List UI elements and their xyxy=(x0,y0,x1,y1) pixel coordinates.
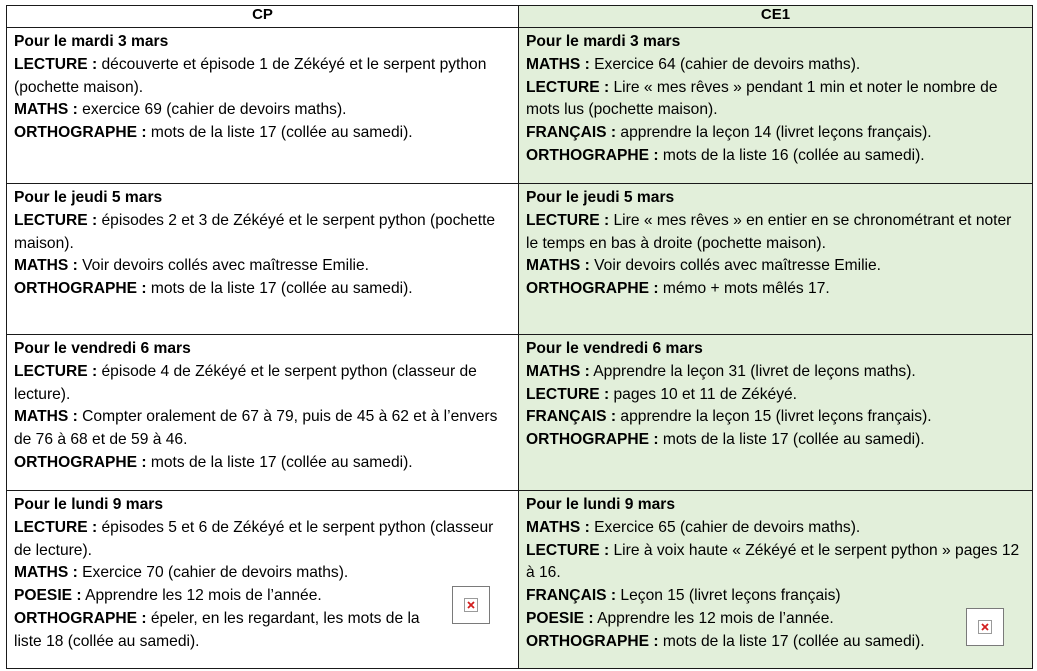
homework-text: mots de la liste 17 (collée au samedi). xyxy=(146,453,413,471)
subject-label: ORTHOGRAPHE : xyxy=(526,431,659,449)
homework-line xyxy=(526,54,1025,77)
homework-line xyxy=(14,99,511,122)
homework-line xyxy=(526,406,1025,429)
subject-label: LECTURE : xyxy=(14,211,98,229)
subject-label: ORTHOGRAPHE : xyxy=(14,280,147,298)
homework-line xyxy=(526,255,1025,278)
homework-text: mémo + mots mêlés 17. xyxy=(658,280,830,298)
homework-text: Exercice 64 (cahier de devoirs maths). xyxy=(589,55,861,73)
homework-line xyxy=(526,585,1025,608)
homework-line xyxy=(14,54,511,100)
subject-label: LECTURE : xyxy=(526,211,610,229)
day-heading: Pour le jeudi 5 mars xyxy=(526,189,675,206)
header-ce1: CE1 xyxy=(519,6,1033,28)
homework-line xyxy=(14,361,511,407)
header-cp: CP xyxy=(7,6,519,28)
homework-text: Apprendre les 12 mois de l’année. xyxy=(81,587,322,605)
homework-text: apprendre la leçon 14 (livret leçons français). xyxy=(616,124,932,142)
cp-cell xyxy=(7,491,519,669)
homework-line xyxy=(526,122,1025,145)
homework-text: Voir devoirs collés avec maîtresse Emilie. xyxy=(77,257,369,275)
homework-line xyxy=(526,145,1025,168)
homework-line xyxy=(14,517,511,563)
subject-label: ORTHOGRAPHE : xyxy=(14,609,147,627)
homework-line xyxy=(14,255,511,278)
homework-line xyxy=(14,452,511,475)
cp-cell xyxy=(7,335,519,491)
header-row xyxy=(7,6,1033,28)
subject-label: LECTURE : xyxy=(526,541,610,559)
subject-label: MATHS : xyxy=(526,518,590,536)
homework-text: Compter oralement de 67 à 79, puis de 45 à 62 et à l’envers de 76 à 68 et de 59 à 46. xyxy=(14,408,498,449)
homework-text: épisodes 2 et 3 de Zékéyé et le serpent python (pochette maison). xyxy=(14,211,496,252)
homework-text: mots de la liste 17 (collée au samedi). xyxy=(658,431,925,449)
homework-line xyxy=(526,210,1025,256)
homework-text: épisodes 5 et 6 de Zékéyé et le serpent python (classeur de lecture). xyxy=(14,518,494,559)
ce1-cell xyxy=(519,184,1033,335)
subject-label: MATHS : xyxy=(14,257,78,275)
table-row xyxy=(7,28,1033,184)
homework-text: Lire à voix haute « Zékéyé et le serpent python » pages 12 à 16. xyxy=(526,541,1020,582)
subject-label: FRANÇAIS : xyxy=(526,124,617,142)
homework-line xyxy=(14,210,511,256)
ce1-cell xyxy=(519,28,1033,184)
homework-text: Voir devoirs collés avec maîtresse Emilie. xyxy=(589,257,881,275)
homework-text: Exercice 65 (cahier de devoirs maths). xyxy=(589,518,861,536)
homework-text: pages 10 et 11 de Zékéyé. xyxy=(609,385,798,403)
homework-line xyxy=(526,278,1025,301)
subject-label: ORTHOGRAPHE : xyxy=(14,124,147,142)
table-row xyxy=(7,184,1033,335)
subject-label: LECTURE : xyxy=(14,55,98,73)
subject-label: LECTURE : xyxy=(14,362,98,380)
day-heading: Pour le lundi 9 mars xyxy=(14,496,164,513)
homework-text: apprendre la leçon 15 (livret leçons français). xyxy=(616,408,932,426)
red-x-mark xyxy=(468,602,474,608)
homework-text: Lire « mes rêves » en entier en se chronométrant et noter le temps en bas à droite (pochette maison). xyxy=(526,211,1012,252)
homework-text: épisode 4 de Zékéyé et le serpent python (classeur de lecture). xyxy=(14,362,477,403)
homework-line xyxy=(526,361,1025,384)
homework-line xyxy=(526,608,1025,631)
cp-cell xyxy=(7,184,519,335)
homework-line xyxy=(14,122,511,145)
homework-text: mots de la liste 17 (collée au samedi). xyxy=(146,124,413,142)
day-heading: Pour le mardi 3 mars xyxy=(526,33,681,50)
homework-line xyxy=(14,562,511,585)
homework-line xyxy=(14,608,511,654)
subject-label: MATHS : xyxy=(14,564,78,582)
homework-text: mots de la liste 17 (collée au samedi). xyxy=(146,280,413,298)
homework-text: Leçon 15 (livret leçons français) xyxy=(616,587,841,605)
homework-text: Apprendre la leçon 31 (livret de leçons maths). xyxy=(589,362,916,380)
homework-line xyxy=(526,631,1025,654)
subject-label: POESIE : xyxy=(14,587,82,605)
homework-line xyxy=(14,585,511,608)
ce1-cell xyxy=(519,491,1033,669)
day-heading: Pour le vendredi 6 mars xyxy=(14,340,191,357)
homework-text: Lire « mes rêves » pendant 1 min et noter le nombre de mots lus (pochette maison). xyxy=(526,78,998,119)
subject-label: LECTURE : xyxy=(526,78,610,96)
subject-label: ORTHOGRAPHE : xyxy=(526,146,659,164)
homework-text: Exercice 70 (cahier de devoirs maths). xyxy=(77,564,349,582)
homework-line xyxy=(526,517,1025,540)
subject-label: LECTURE : xyxy=(14,518,98,536)
subject-label: MATHS : xyxy=(526,362,590,380)
broken-image-icon xyxy=(452,586,490,624)
homework-text: mots de la liste 16 (collée au samedi). xyxy=(658,146,925,164)
subject-label: ORTHOGRAPHE : xyxy=(14,453,147,471)
ce1-cell xyxy=(519,335,1033,491)
day-heading: Pour le mardi 3 mars xyxy=(14,33,169,50)
subject-label: MATHS : xyxy=(526,55,590,73)
homework-text: découverte et épisode 1 de Zékéyé et le serpent python (pochette maison). xyxy=(14,55,487,96)
table-row xyxy=(7,335,1033,491)
table-row xyxy=(7,491,1033,669)
subject-label: LECTURE : xyxy=(526,385,610,403)
subject-label: MATHS : xyxy=(526,257,590,275)
homework-line xyxy=(14,406,511,452)
day-heading: Pour le vendredi 6 mars xyxy=(526,340,703,357)
homework-table xyxy=(6,5,1033,669)
day-heading: Pour le lundi 9 mars xyxy=(526,496,676,513)
homework-text: exercice 69 (cahier de devoirs maths). xyxy=(77,101,347,119)
cp-cell xyxy=(7,28,519,184)
homework-text: mots de la liste 17 (collée au samedi). xyxy=(658,632,925,650)
subject-label: MATHS : xyxy=(14,101,78,119)
subject-label: POESIE : xyxy=(526,609,594,627)
homework-line xyxy=(14,278,511,301)
homework-line xyxy=(526,429,1025,452)
day-heading: Pour le jeudi 5 mars xyxy=(14,189,163,206)
homework-line xyxy=(526,77,1025,123)
homework-text: Apprendre les 12 mois de l’année. xyxy=(593,609,834,627)
homework-line xyxy=(526,384,1025,407)
subject-label: ORTHOGRAPHE : xyxy=(526,632,659,650)
broken-image-icon xyxy=(966,608,1004,646)
subject-label: FRANÇAIS : xyxy=(526,408,617,426)
homework-text: épeler, en les regardant, les mots de la liste 18 (collée au samedi). xyxy=(14,609,420,650)
red-x-mark xyxy=(982,624,988,630)
homework-line xyxy=(526,540,1025,586)
subject-label: FRANÇAIS : xyxy=(526,587,617,605)
subject-label: MATHS : xyxy=(14,408,78,426)
subject-label: ORTHOGRAPHE : xyxy=(526,280,659,298)
